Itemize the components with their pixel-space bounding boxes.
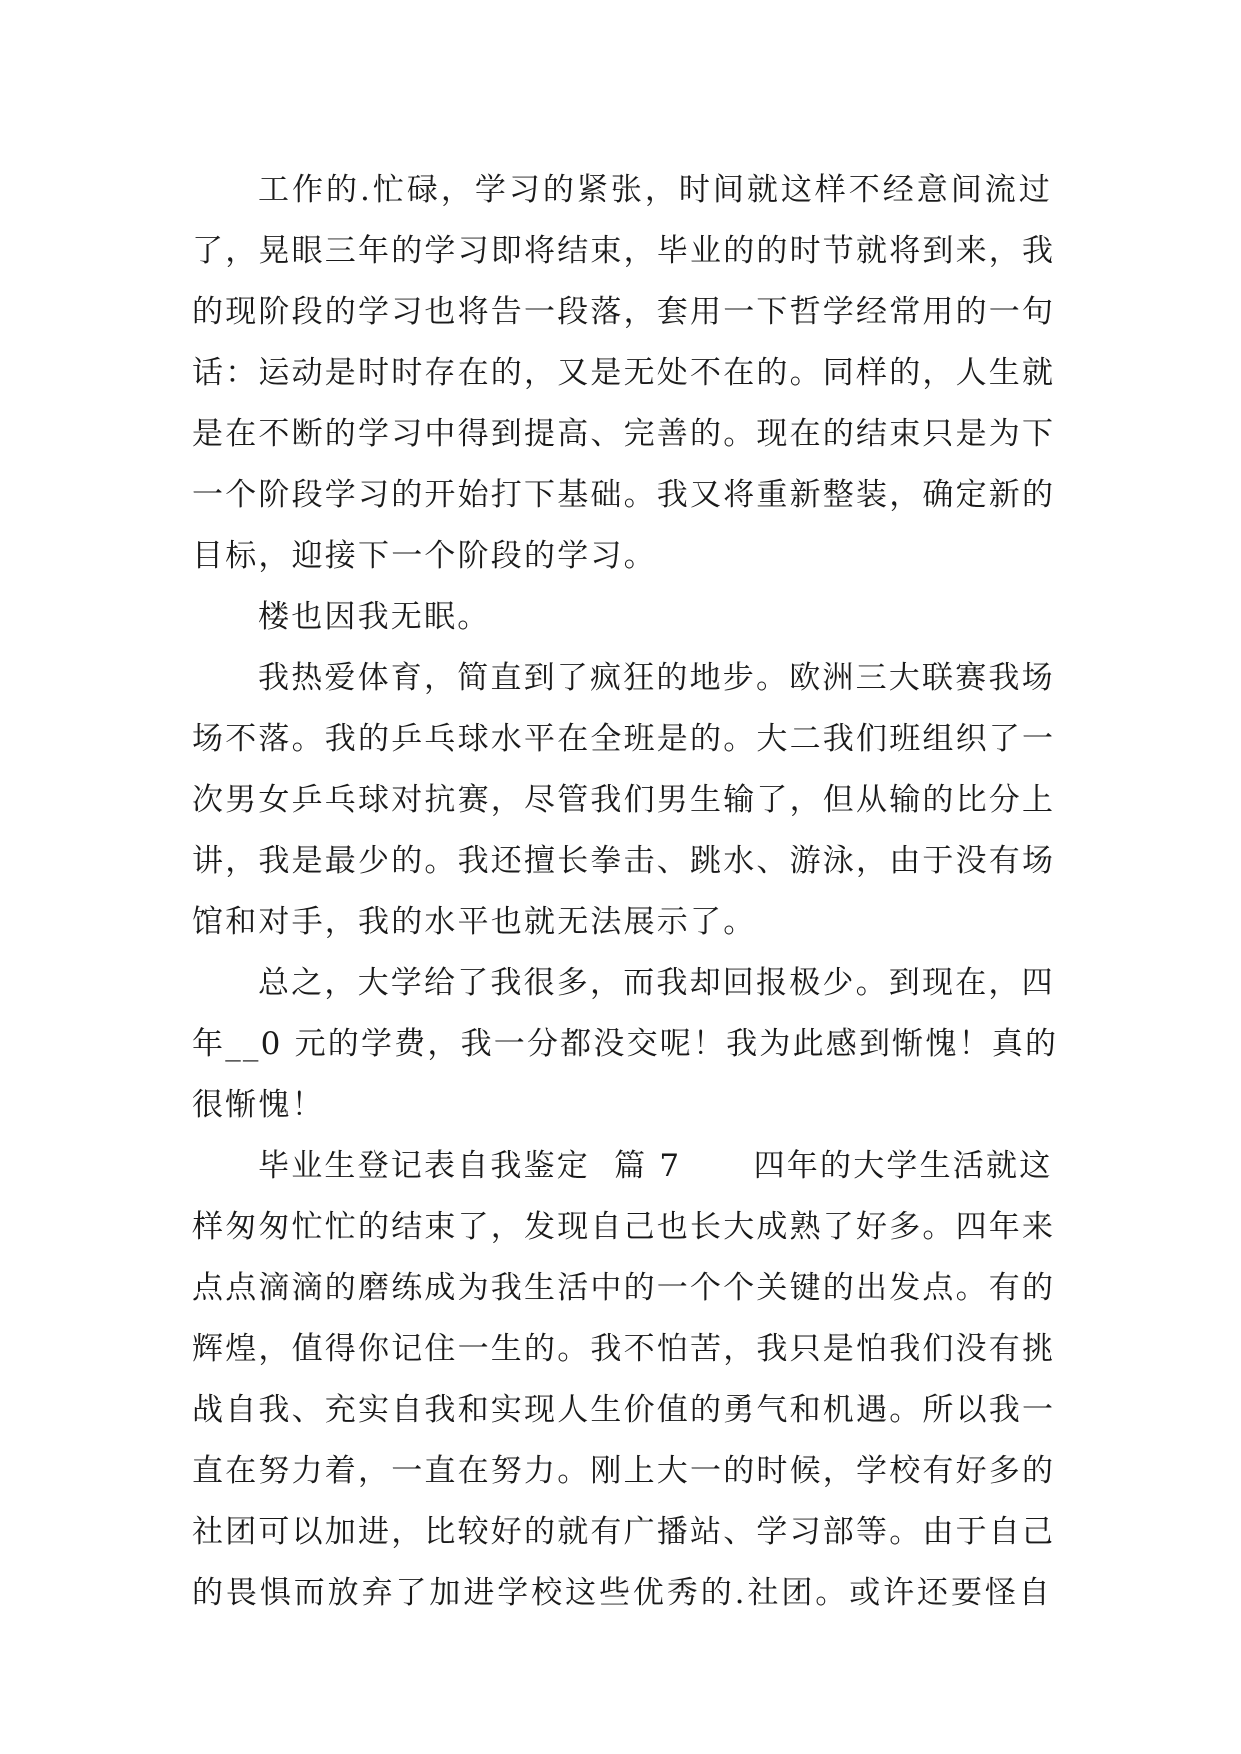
text-line: 社团可以加进，比较好的就有广播站、学习部等。由于自己 [192, 1514, 1056, 1550]
text-line: 一个阶段学习的开始打下基础。我又将重新整装，确定新的 [192, 477, 1056, 513]
text-line: 话：运动是时时存在的，又是无处不在的。同样的，人生就 [192, 355, 1056, 391]
text-line: 总之，大学给了我很多，而我却回报极少。到现在，四 [258, 965, 1055, 1001]
paragraph-1 [192, 160, 1056, 587]
text-line: 场不落。我的乒乓球水平在全班是的。大二我们班组织了一 [192, 721, 1056, 757]
text-line: 战自我、充实自我和实现人生价值的勇气和机遇。所以我一 [192, 1392, 1056, 1428]
text-line: 点点滴滴的磨练成为我生活中的一个个关键的出发点。有的 [192, 1270, 1056, 1306]
text-line: 我热爱体育，简直到了疯狂的地步。欧洲三大联赛我场 [258, 660, 1055, 696]
text-line: 很惭愧！ [192, 1087, 325, 1123]
paragraph-3 [192, 648, 1056, 953]
paragraph-4 [192, 953, 1059, 1136]
text-line: 楼也因我无眠。 [258, 599, 491, 635]
text-line: 的现阶段的学习也将告一段落，套用一下哲学经常用的一句 [192, 294, 1056, 330]
text-line: 年__0 元的学费，我一分都没交呢！我为此感到惭愧！真的 [192, 1026, 1059, 1062]
text-line: 次男女乒乓球对抗赛，尽管我们男生输了，但从输的比分上 [192, 782, 1056, 818]
text-line: 毕业生登记表自我鉴定 篇 7 四年的大学生活就这 [258, 1148, 1053, 1184]
paragraph-5 [192, 1136, 1056, 1624]
paragraph-2 [192, 587, 1052, 648]
document-body [192, 160, 1059, 1624]
text-line: 是在不断的学习中得到提高、完善的。现在的结束只是为下 [192, 416, 1056, 452]
text-line: 讲，我是最少的。我还擅长拳击、跳水、游泳，由于没有场 [192, 843, 1056, 879]
text-line: 直在努力着，一直在努力。刚上大一的时候，学校有好多的 [192, 1453, 1056, 1489]
text-line: 馆和对手，我的水平也就无法展示了。 [192, 904, 757, 940]
text-line: 的畏惧而放弃了加进学校这些优秀的.社团。或许还要怪自 [192, 1575, 1052, 1611]
text-line: 目标，迎接下一个阶段的学习。 [192, 538, 657, 574]
text-line: 样匆匆忙忙的结束了，发现自己也长大成熟了好多。四年来 [192, 1209, 1056, 1245]
text-line: 工作的.忙碌，学习的紧张，时间就这样不经意间流过 [258, 172, 1052, 208]
text-line: 了，晃眼三年的学习即将结束，毕业的的时节就将到来，我 [192, 233, 1056, 269]
text-line: 辉煌，值得你记住一生的。我不怕苦，我只是怕我们没有挑 [192, 1331, 1056, 1367]
